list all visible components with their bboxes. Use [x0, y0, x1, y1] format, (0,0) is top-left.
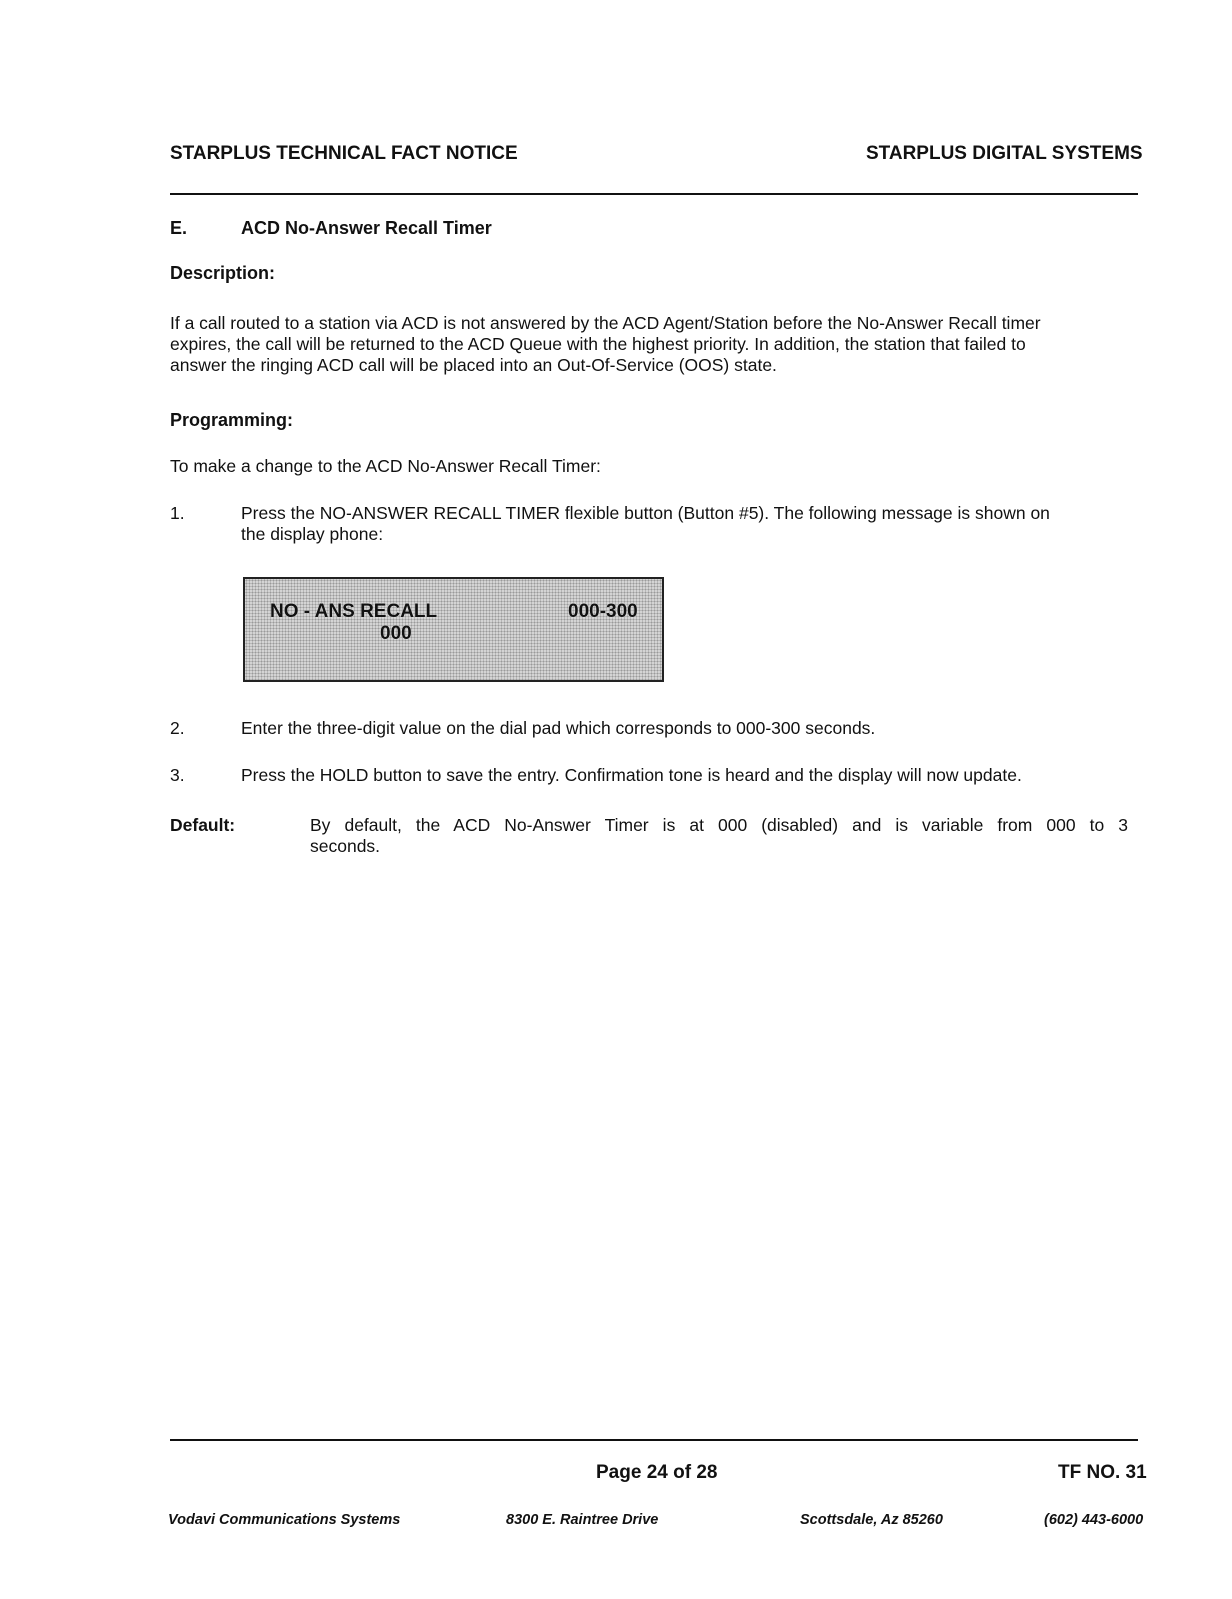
step-number: 2.	[170, 718, 185, 738]
step-text	[241, 503, 1050, 545]
footer-phone: (602) 443-6000	[1044, 1512, 1144, 1528]
default-line: seconds.	[310, 836, 381, 856]
page-number: Page 24 of 28	[596, 1462, 718, 1483]
default-text	[310, 815, 1128, 857]
footer-company: Vodavi Communications Systems	[168, 1512, 401, 1528]
display-line1-right: 000-300	[568, 601, 638, 622]
step-1-line: Press the NO-ANSWER RECALL TIMER flexible button (Button #5). The following message is shown on	[241, 503, 1050, 523]
step-number: 3.	[170, 765, 185, 785]
header-right-title: STARPLUS DIGITAL SYSTEMS	[866, 143, 1143, 164]
footer-rule	[170, 1439, 1138, 1441]
phone-display-screen	[243, 577, 664, 682]
step-2-text: Enter the three-digit value on the dial pad which corresponds to 000-300 seconds.	[241, 718, 876, 738]
header-rule	[170, 193, 1138, 195]
footer-address: 8300 E. Raintree Drive	[506, 1512, 659, 1528]
programming-intro: To make a change to the ACD No-Answer Recall Timer:	[170, 456, 601, 476]
description-line: answer the ringing ACD call will be placed into an Out-Of-Service (OOS) state.	[170, 355, 777, 375]
step-3-text: Press the HOLD button to save the entry. Confirmation tone is heard and the display will now update.	[241, 765, 1022, 785]
description-line: If a call routed to a station via ACD is not answered by the ACD Agent/Station before the No-Answer Recall timer	[170, 313, 1041, 333]
section-letter: E.	[170, 218, 188, 238]
header-left-title: STARPLUS TECHNICAL FACT NOTICE	[170, 143, 518, 164]
programming-heading: Programming:	[170, 410, 294, 430]
step-1-line: the display phone:	[241, 524, 384, 544]
step-number: 1.	[170, 503, 185, 523]
description-line: expires, the call will be returned to the ACD Queue with the highest priority. In addition, the station that failed to	[170, 334, 1026, 354]
section-title: ACD No-Answer Recall Timer	[241, 218, 492, 238]
default-line: By default, the ACD No-Answer Timer is at 000 (disabled) and is variable from 000 to 3	[310, 815, 1128, 835]
default-label: Default:	[170, 815, 236, 835]
footer-city: Scottsdale, Az 85260	[800, 1512, 943, 1528]
display-line1-left: NO - ANS RECALL	[270, 601, 438, 622]
description-heading: Description:	[170, 263, 276, 283]
description-paragraph	[170, 313, 1041, 376]
display-line2: 000	[380, 623, 412, 644]
tf-number: TF NO. 31	[1058, 1462, 1147, 1483]
